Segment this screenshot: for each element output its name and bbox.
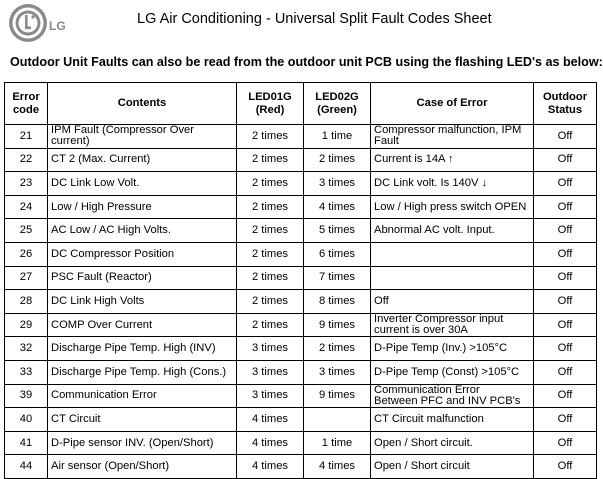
column-header-led01g: LED01G (Red) — [237, 83, 304, 125]
table-row — [5, 431, 597, 455]
error-code-cell: 29 — [5, 313, 48, 337]
contents-cell: COMP Over Current — [48, 313, 237, 337]
led02g-cell: 9 times — [304, 313, 371, 337]
contents-cell: Discharge Pipe Temp. High (INV) — [48, 337, 237, 361]
led01g-cell: 4 times — [237, 408, 304, 432]
outdoor-status-cell: Off — [534, 384, 597, 408]
outdoor-status-cell: Off — [534, 360, 597, 384]
column-header-contents: Contents — [48, 83, 237, 125]
table-row — [5, 337, 597, 361]
case-of-error-cell: DC Link volt. Is 140V ↓ — [371, 172, 534, 196]
contents-cell: DC Link Low Volt. — [48, 172, 237, 196]
outdoor-status-cell: Off — [534, 266, 597, 290]
contents-cell: CT 2 (Max. Current) — [48, 148, 237, 172]
column-header-outdoor-status: Outdoor Status — [534, 83, 597, 125]
contents-cell: IPM Fault (Compressor Over current) — [48, 125, 237, 149]
error-code-cell: 28 — [5, 290, 48, 314]
lg-logo-icon — [7, 2, 66, 44]
error-code-cell: 24 — [5, 195, 48, 219]
led02g-cell: 6 times — [304, 242, 371, 266]
contents-cell: DC Compressor Position — [48, 242, 237, 266]
error-code-cell: 22 — [5, 148, 48, 172]
case-of-error-cell: Open / Short circuit. — [371, 431, 534, 455]
contents-cell: Air sensor (Open/Short) — [48, 455, 237, 479]
contents-cell: D-Pipe sensor INV. (Open/Short) — [48, 431, 237, 455]
led01g-cell: 4 times — [237, 431, 304, 455]
table-row — [5, 195, 597, 219]
case-of-error-cell: D-Pipe Temp (Inv.) >105°C — [371, 337, 534, 361]
error-code-cell: 25 — [5, 219, 48, 243]
case-of-error-cell: Communication Error Between PFC and INV PCB's — [371, 384, 534, 408]
case-of-error-cell: D-Pipe Temp (Const) >105°C — [371, 360, 534, 384]
fault-codes-table — [4, 82, 597, 479]
led01g-cell: 2 times — [237, 125, 304, 149]
case-of-error-cell: Current is 14A ↑ — [371, 148, 534, 172]
led01g-cell: 2 times — [237, 266, 304, 290]
led02g-cell — [304, 408, 371, 432]
outdoor-status-cell: Off — [534, 195, 597, 219]
table-row — [5, 455, 597, 479]
led01g-cell: 2 times — [237, 242, 304, 266]
table-row — [5, 125, 597, 149]
led02g-cell: 7 times — [304, 266, 371, 290]
contents-cell: AC Low / AC High Volts. — [48, 219, 237, 243]
error-code-cell: 40 — [5, 408, 48, 432]
error-code-cell: 41 — [5, 431, 48, 455]
table-row — [5, 148, 597, 172]
case-of-error-cell: Low / High press switch OPEN — [371, 195, 534, 219]
error-code-cell: 26 — [5, 242, 48, 266]
table-row — [5, 384, 597, 408]
led01g-cell: 2 times — [237, 219, 304, 243]
outdoor-status-cell: Off — [534, 408, 597, 432]
error-code-cell: 33 — [5, 360, 48, 384]
led01g-cell: 3 times — [237, 384, 304, 408]
led01g-cell: 4 times — [237, 455, 304, 479]
table-row — [5, 242, 597, 266]
led02g-cell: 2 times — [304, 337, 371, 361]
led02g-cell: 2 times — [304, 148, 371, 172]
led01g-cell: 3 times — [237, 360, 304, 384]
table-row — [5, 290, 597, 314]
led01g-cell: 2 times — [237, 290, 304, 314]
case-of-error-cell — [371, 242, 534, 266]
led02g-cell: 1 time — [304, 431, 371, 455]
outdoor-status-cell: Off — [534, 242, 597, 266]
led02g-cell: 3 times — [304, 360, 371, 384]
led02g-cell: 4 times — [304, 195, 371, 219]
error-code-cell: 44 — [5, 455, 48, 479]
contents-cell: Communication Error — [48, 384, 237, 408]
led02g-cell: 8 times — [304, 290, 371, 314]
led02g-cell: 9 times — [304, 384, 371, 408]
column-header-case-of-error: Case of Error — [371, 83, 534, 125]
case-of-error-cell: Abnormal AC volt. Input. — [371, 219, 534, 243]
error-code-cell: 23 — [5, 172, 48, 196]
led02g-cell: 1 time — [304, 125, 371, 149]
outdoor-status-cell: Off — [534, 219, 597, 243]
led02g-cell: 3 times — [304, 172, 371, 196]
case-of-error-cell: CT Circuit malfunction — [371, 408, 534, 432]
led01g-cell: 2 times — [237, 148, 304, 172]
case-of-error-cell: Compressor malfunction, IPM Fault — [371, 125, 534, 149]
led01g-cell: 2 times — [237, 195, 304, 219]
outdoor-status-cell: Off — [534, 290, 597, 314]
table-row — [5, 360, 597, 384]
table-row — [5, 172, 597, 196]
led01g-cell: 2 times — [237, 172, 304, 196]
error-code-cell: 32 — [5, 337, 48, 361]
led02g-cell: 4 times — [304, 455, 371, 479]
contents-cell: DC Link High Volts — [48, 290, 237, 314]
contents-cell: CT Circuit — [48, 408, 237, 432]
table-row — [5, 408, 597, 432]
outdoor-status-cell: Off — [534, 313, 597, 337]
outdoor-status-cell: Off — [534, 148, 597, 172]
outdoor-status-cell: Off — [534, 455, 597, 479]
page-title: LG Air Conditioning - Universal Split Fault Codes Sheet — [137, 11, 492, 27]
outdoor-status-cell: Off — [534, 172, 597, 196]
contents-cell: Low / High Pressure — [48, 195, 237, 219]
led02g-cell: 5 times — [304, 219, 371, 243]
column-header-error-code: Error code — [5, 83, 48, 125]
outdoor-status-cell: Off — [534, 337, 597, 361]
logo-text: LG — [49, 19, 66, 33]
led01g-cell: 3 times — [237, 337, 304, 361]
outdoor-status-cell: Off — [534, 125, 597, 149]
table-row — [5, 313, 597, 337]
error-code-cell: 39 — [5, 384, 48, 408]
table-row — [5, 266, 597, 290]
table-row — [5, 219, 597, 243]
lg-logo — [7, 2, 66, 44]
contents-cell: PSC Fault (Reactor) — [48, 266, 237, 290]
table-header-row — [5, 83, 597, 125]
error-code-cell: 27 — [5, 266, 48, 290]
column-header-led02g: LED02G (Green) — [304, 83, 371, 125]
contents-cell: Discharge Pipe Temp. High (Cons.) — [48, 360, 237, 384]
outdoor-status-cell: Off — [534, 431, 597, 455]
page-subtitle: Outdoor Unit Faults can also be read from the outdoor unit PCB using the flashing LED's as below: — [10, 55, 603, 69]
case-of-error-cell: Inverter Compressor input current is over 30A — [371, 313, 534, 337]
error-code-cell: 21 — [5, 125, 48, 149]
led01g-cell: 2 times — [237, 313, 304, 337]
case-of-error-cell: Off — [371, 290, 534, 314]
case-of-error-cell: Open / Short circuit — [371, 455, 534, 479]
case-of-error-cell — [371, 266, 534, 290]
